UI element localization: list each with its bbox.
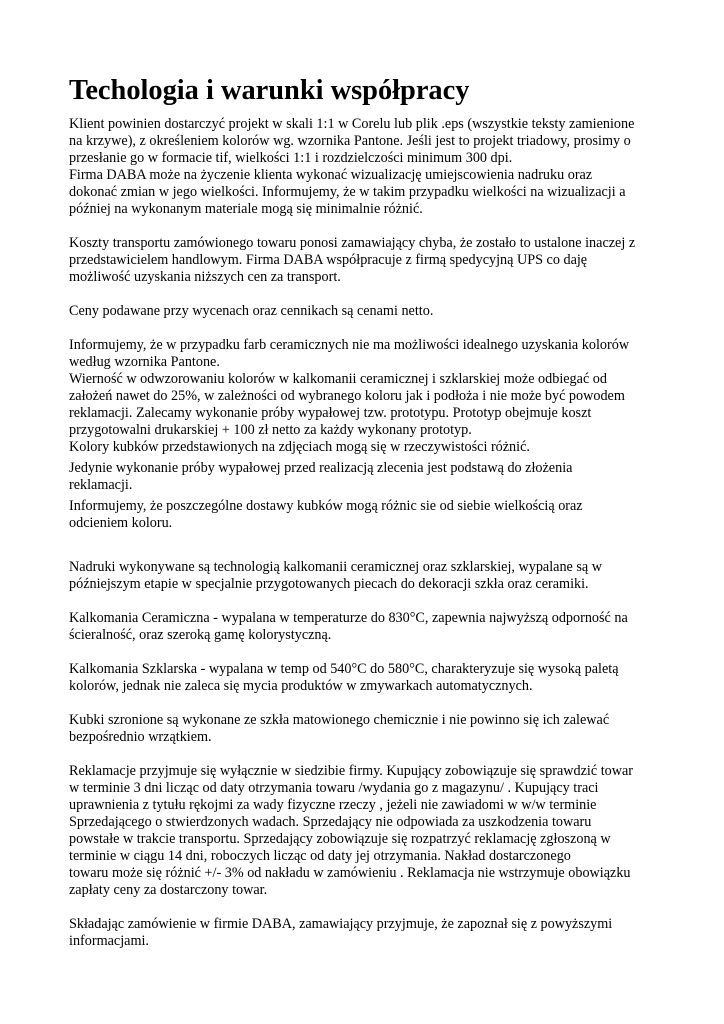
paragraph-line: Kolory kubków przedstawionych na zdjęciach mogą się w rzeczywistości różnić. xyxy=(69,439,530,455)
paragraph-line: Kalkomania Ceramiczna - wypalana w temperaturze do 830°C, zapewnia najwyższą odporność na xyxy=(69,610,628,626)
paragraph-line: przedstawicielem handlowym. Firma DABA współpracuje z firmą spedycyjną UPS co daję xyxy=(69,252,588,268)
paragraph-decal-technology xyxy=(69,559,659,593)
paragraph-line: przygotowalni drukarskiej + 100 zł netto za każdy wykonany prototyp. xyxy=(69,422,472,438)
paragraph-line: przesłanie go w formacie tif, wielkości 1:1 i rozdzielczości minimum 300 dpi. xyxy=(69,150,513,166)
paragraph-line: zapłaty ceny za dostarczony towar. xyxy=(69,882,268,898)
document-title: Techologia i warunki współpracy xyxy=(69,75,470,106)
paragraph-line: bezpośrednio wrzątkiem. xyxy=(69,729,212,745)
paragraph-glass-decal xyxy=(69,661,659,695)
paragraph-frosted-mugs xyxy=(69,712,659,746)
paragraph-file-requirements xyxy=(69,116,659,218)
paragraph-line: Nadruki wykonywane są technologią kalkomanii ceramicznej oraz szklarskiej, wypalane są w xyxy=(69,559,603,575)
paragraph-line: Składając zamówienie w firmie DABA, zamawiający przyjmuje, że zapoznał się z powyższymi xyxy=(69,916,613,932)
paragraph-line: reklamacji. Zalecamy wykonanie próby wypałowej tzw. prototypu. Prototyp obejmuje koszt xyxy=(69,405,592,421)
paragraph-order-acceptance xyxy=(69,916,659,950)
paragraph-color-fidelity xyxy=(69,337,659,456)
paragraph-line: w terminie 3 dni licząc od daty otrzymania towaru /wydania go z magazynu/ . Kupujący traci xyxy=(69,780,599,796)
paragraph-line: dokonać zmian w jego wielkości. Informujemy, że w takim przypadku wielkości na wizualizacji a xyxy=(69,184,626,200)
paragraph-prototype-basis xyxy=(69,460,659,494)
paragraph-line: Firma DABA może na życzenie klienta wykonać wizualizację umiejscowienia nadruku oraz xyxy=(69,167,593,183)
paragraph-transport-costs xyxy=(69,235,659,286)
paragraph-net-prices xyxy=(69,303,659,320)
paragraph-line: Koszty transportu zamówionego towaru ponosi zamawiający chyba, że zostało to ustalone inaczej z xyxy=(69,235,636,251)
paragraph-line: Jedynie wykonanie próby wypałowej przed realizacją zlecenia jest podstawą do złożenia xyxy=(69,460,573,476)
paragraph-line: później na wykonanym materiale mogą się minimalnie różnić. xyxy=(69,201,423,217)
paragraph-line: ścieralność, oraz szeroką gamę kolorystyczną. xyxy=(69,627,332,643)
paragraph-line: Reklamacje przyjmuje się wyłącznie w siedzibie firmy. Kupujący zobowiązuje się sprawdzić towar xyxy=(69,763,634,779)
paragraph-line: Informujemy, że w przypadku farb ceramicznych nie ma możliwości idealnego uzyskania kolorów xyxy=(69,337,630,353)
paragraph-line: Klient powinien dostarczyć projekt w skali 1:1 w Corelu lub plik .eps (wszystkie teksty zamienione xyxy=(69,116,635,132)
paragraph-line: Sprzedającego o stwierdzonych wadach. Sprzedający nie odpowiada za uszkodzenia towaru xyxy=(69,814,592,830)
paragraph-complaints xyxy=(69,763,659,899)
paragraph-batch-differences xyxy=(69,498,659,532)
paragraph-line: według wzornika Pantone. xyxy=(69,354,220,370)
paragraph-line: Informujemy, że poszczególne dostawy kubków mogą różnic sie od siebie wielkością oraz xyxy=(69,498,583,514)
paragraph-line: Wierność w odwzorowaniu kolorów w kalkomanii ceramicznej i szklarskiej może odbiegać od xyxy=(69,371,607,387)
paragraph-line: kolorów, jednak nie zaleca się mycia produktów w zmywarkach automatycznych. xyxy=(69,678,533,694)
paragraph-line: możliwość uzyskania niższych cen za transport. xyxy=(69,269,341,285)
paragraph-line: terminie w ciągu 14 dni, roboczych licząc od daty jej otrzymania. Nakład dostarczonego xyxy=(69,848,571,864)
paragraph-line: odcieniem koloru. xyxy=(69,515,173,531)
paragraph-line: Kubki szronione są wykonane ze szkła matowionego chemicznie i nie powinno się ich zalewać xyxy=(69,712,610,728)
paragraph-line: reklamacji. xyxy=(69,477,133,493)
document-body xyxy=(69,75,659,950)
paragraph-line: na krzywe), z określeniem kolorów wg. wzornika Pantone. Jeśli jest to projekt triadowy, prosimy o xyxy=(69,133,631,149)
paragraph-line: późniejszym etapie w specjalnie przygotowanych piecach do dekoracji szkła oraz ceramiki. xyxy=(69,576,589,592)
paragraph-line: Ceny podawane przy wycenach oraz cennikach są cenami netto. xyxy=(69,303,434,319)
paragraph-line: założeń nawet do 25%, w zależności od wybranego koloru jak i podłoża i nie może być powodem xyxy=(69,388,625,404)
paragraph-line: Kalkomania Szklarska - wypalana w temp od 540°C do 580°C, charakteryzuje się wysoką paletą xyxy=(69,661,619,677)
paragraph-line: informacjami. xyxy=(69,933,149,949)
paragraph-line: towaru może się różnić +/- 3% od nakładu w zamówieniu . Reklamacja nie wstrzymuje obowiązku xyxy=(69,865,631,881)
paragraph-ceramic-decal xyxy=(69,610,659,644)
paragraph-line: powstałe w trakcie transportu. Sprzedający zobowiązuje się rozpatrzyć reklamację zgłoszoną w xyxy=(69,831,611,847)
paragraph-line: uprawnienia z tytułu rękojmi za wady fizyczne rzeczy , jeżeli nie zawiadomi w w/w terminie xyxy=(69,797,597,813)
